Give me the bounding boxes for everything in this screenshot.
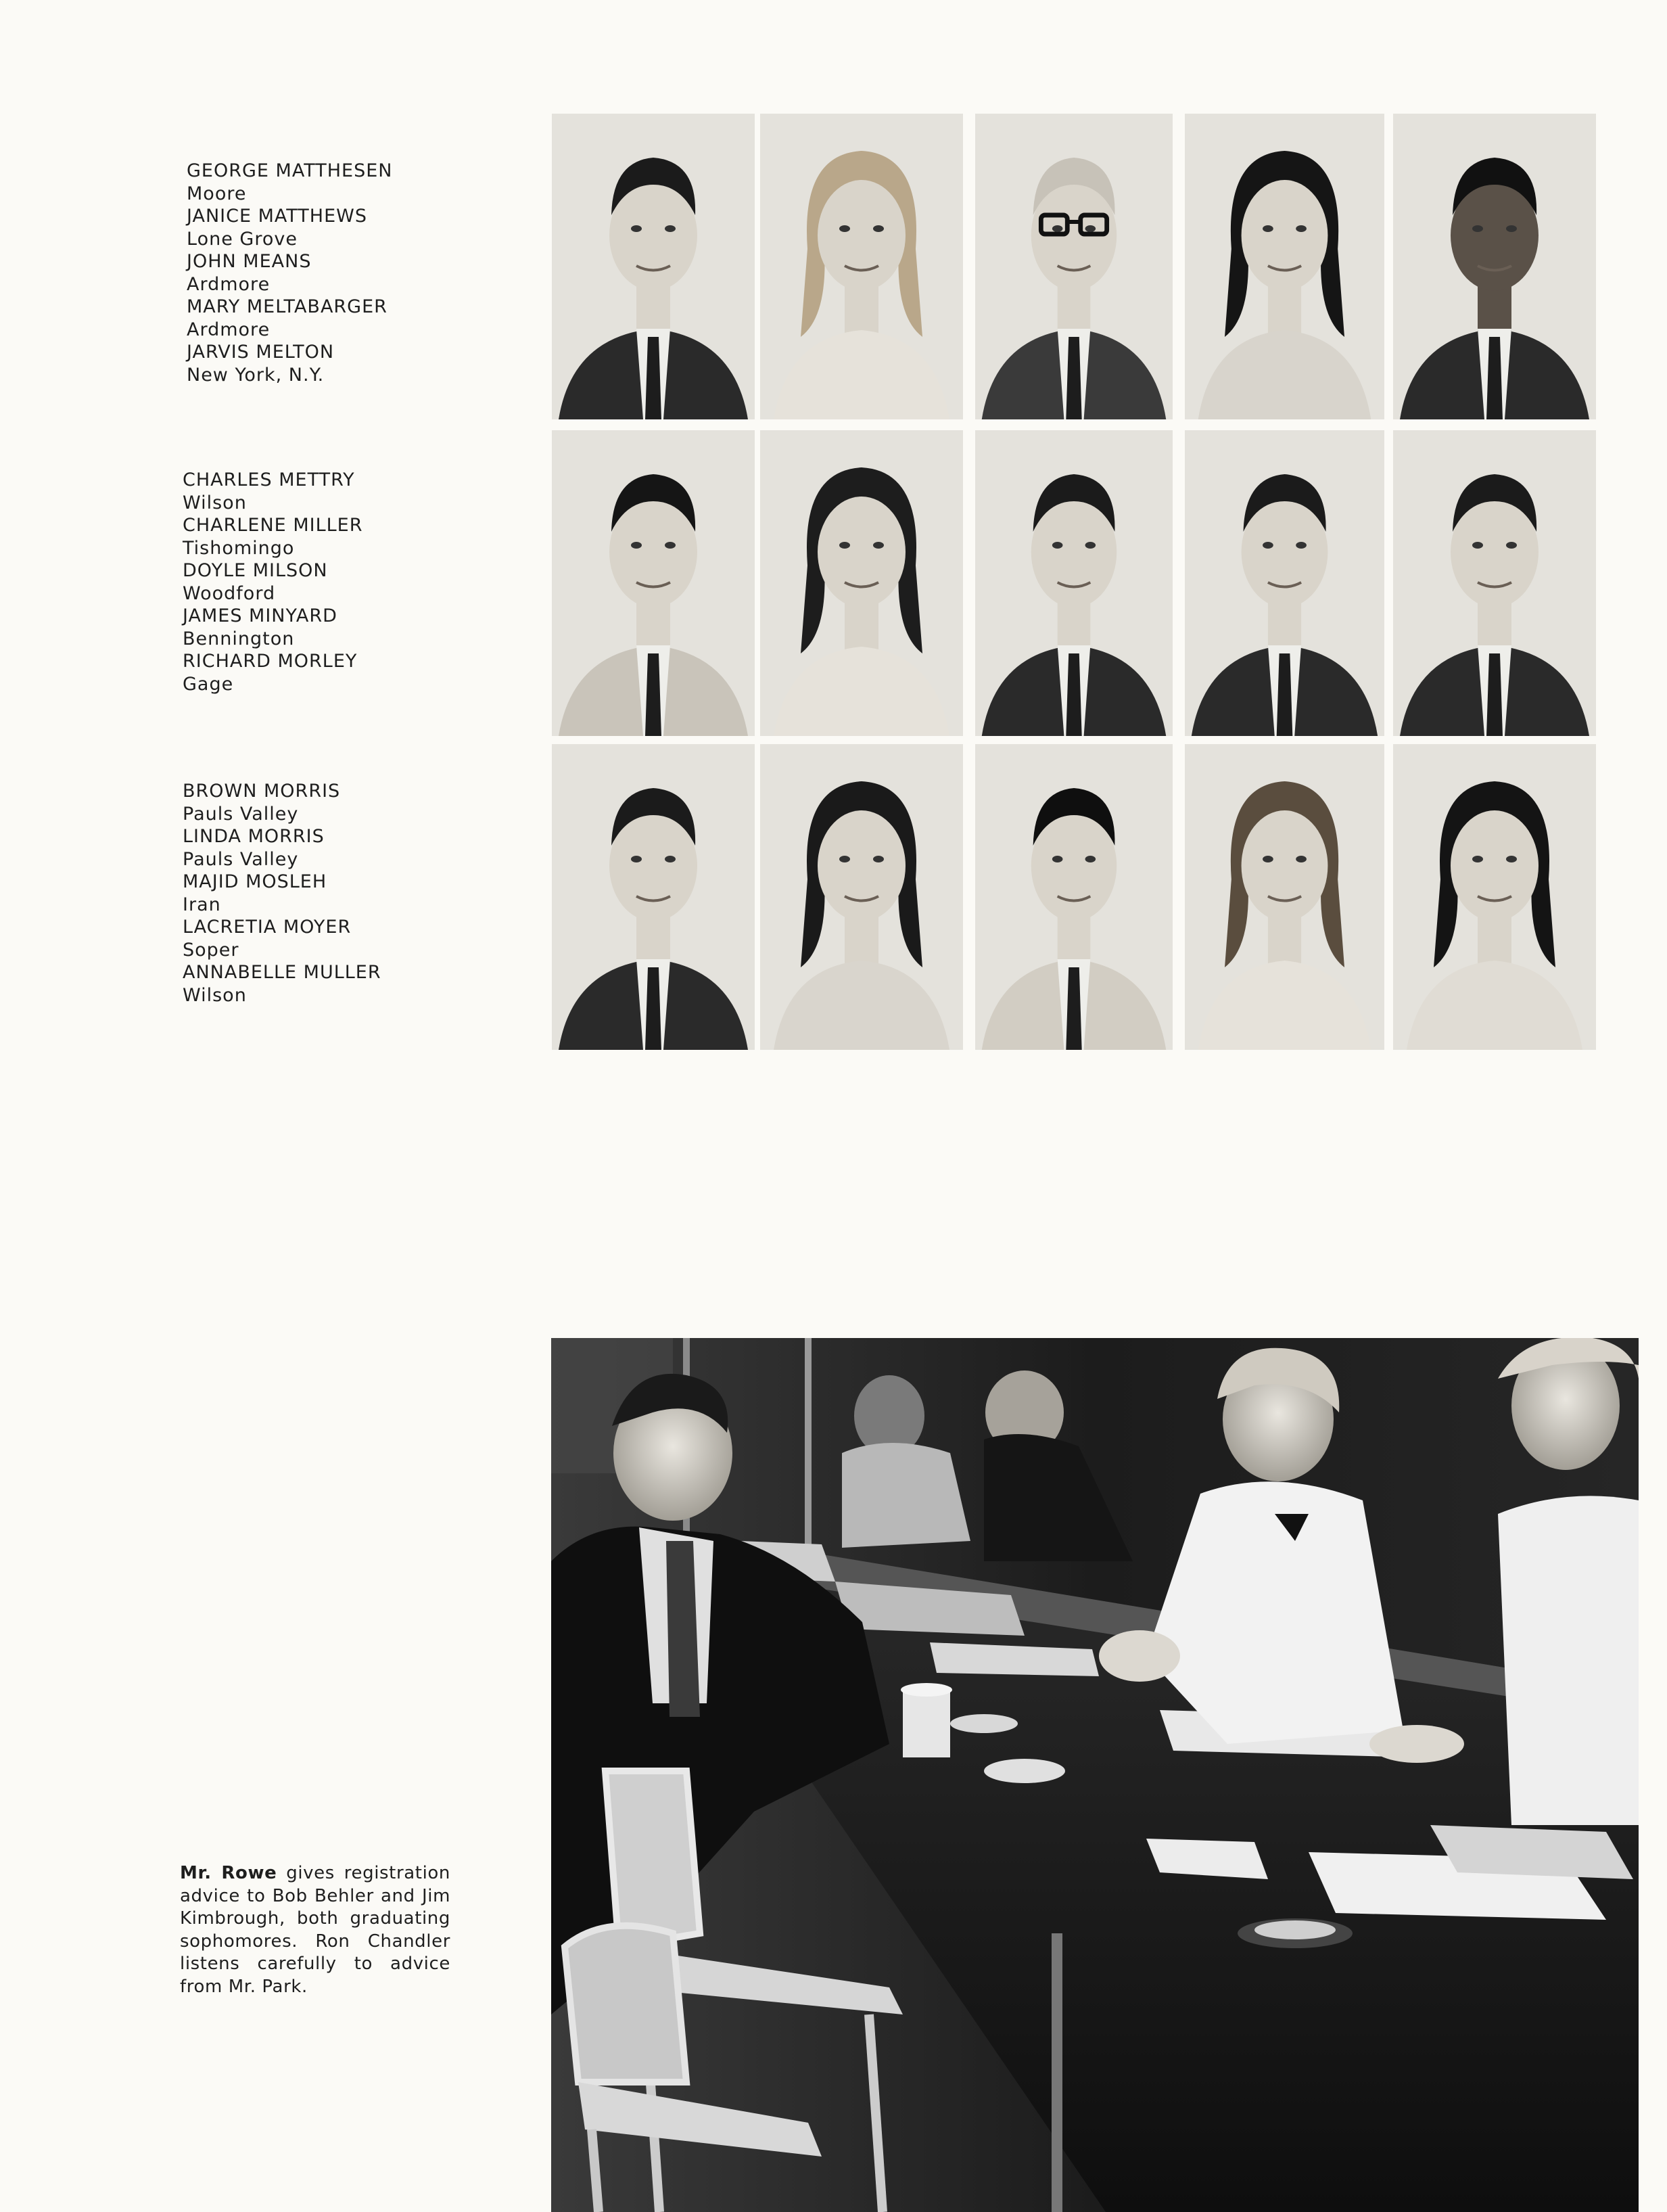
portrait-charles-mettry xyxy=(552,430,755,736)
student-hometown: Pauls Valley xyxy=(183,848,299,870)
portrait-brown-morris xyxy=(552,744,755,1050)
student-name: CHARLES METTRY xyxy=(183,469,355,490)
portrait-jarvis-melton xyxy=(1393,114,1596,419)
student-name: JANICE MATTHEWS xyxy=(187,206,367,227)
student-name: CHARLENE MILLER xyxy=(183,515,363,536)
student-name: JARVIS MELTON xyxy=(187,342,335,363)
name-list-row-3 xyxy=(183,780,381,1007)
portrait-george-matthesen xyxy=(552,114,755,419)
student-hometown: Wilson xyxy=(183,492,247,513)
student-name: MARY MELTABARGER xyxy=(187,296,388,317)
registration-scene-image xyxy=(551,1338,1639,2212)
student-hometown: Gage xyxy=(183,673,234,695)
student-hometown: Wilson xyxy=(183,984,247,1006)
portrait-janice-matthews xyxy=(760,114,963,419)
portrait-lacretia-moyer xyxy=(1185,744,1384,1050)
portrait-linda-morris xyxy=(760,744,963,1050)
student-hometown: New York, N.Y. xyxy=(187,364,325,386)
student-hometown: Tishomingo xyxy=(183,537,295,559)
student-name: RICHARD MORLEY xyxy=(183,651,358,672)
student-name: LINDA MORRIS xyxy=(183,826,325,847)
caption-text: gives registration advice to Bob Behler and Jim Kimbrough, both graduating sophomores. Ron Chandler listens carefully to advice from Mr. Park. xyxy=(180,1863,450,1997)
photo-caption xyxy=(180,1862,450,1998)
student-name: BROWN MORRIS xyxy=(183,781,341,802)
student-name: DOYLE MILSON xyxy=(183,560,328,581)
portrait-annabelle-muller xyxy=(1393,744,1596,1050)
student-hometown: Iran xyxy=(183,894,221,915)
student-hometown: Pauls Valley xyxy=(183,803,299,825)
portrait-doyle-milson xyxy=(975,430,1173,736)
student-name: LACRETIA MOYER xyxy=(183,917,352,938)
caption-lead: Mr. Rowe xyxy=(180,1863,277,1883)
portrait-james-minyard xyxy=(1185,430,1384,736)
student-hometown: Lone Grove xyxy=(187,228,298,250)
student-hometown: Woodford xyxy=(183,582,276,604)
registration-photo xyxy=(551,1338,1639,2212)
portrait-john-means xyxy=(975,114,1173,419)
student-name: JAMES MINYARD xyxy=(183,605,337,626)
student-hometown: Moore xyxy=(187,183,247,204)
student-hometown: Soper xyxy=(183,939,239,961)
student-name: MAJID MOSLEH xyxy=(183,871,327,892)
portrait-charlene-miller xyxy=(760,430,963,736)
student-name: GEORGE MATTHESEN xyxy=(187,160,393,181)
name-list-row-2 xyxy=(183,469,363,695)
portrait-majid-mosleh xyxy=(975,744,1173,1050)
student-name: JOHN MEANS xyxy=(187,251,312,272)
student-hometown: Bennington xyxy=(183,628,295,649)
student-hometown: Ardmore xyxy=(187,319,271,340)
student-name: ANNABELLE MULLER xyxy=(183,962,381,983)
portrait-mary-meltabarger xyxy=(1185,114,1384,419)
student-hometown: Ardmore xyxy=(187,273,271,295)
portrait-richard-morley xyxy=(1393,430,1596,736)
name-list-row-1 xyxy=(187,160,393,386)
